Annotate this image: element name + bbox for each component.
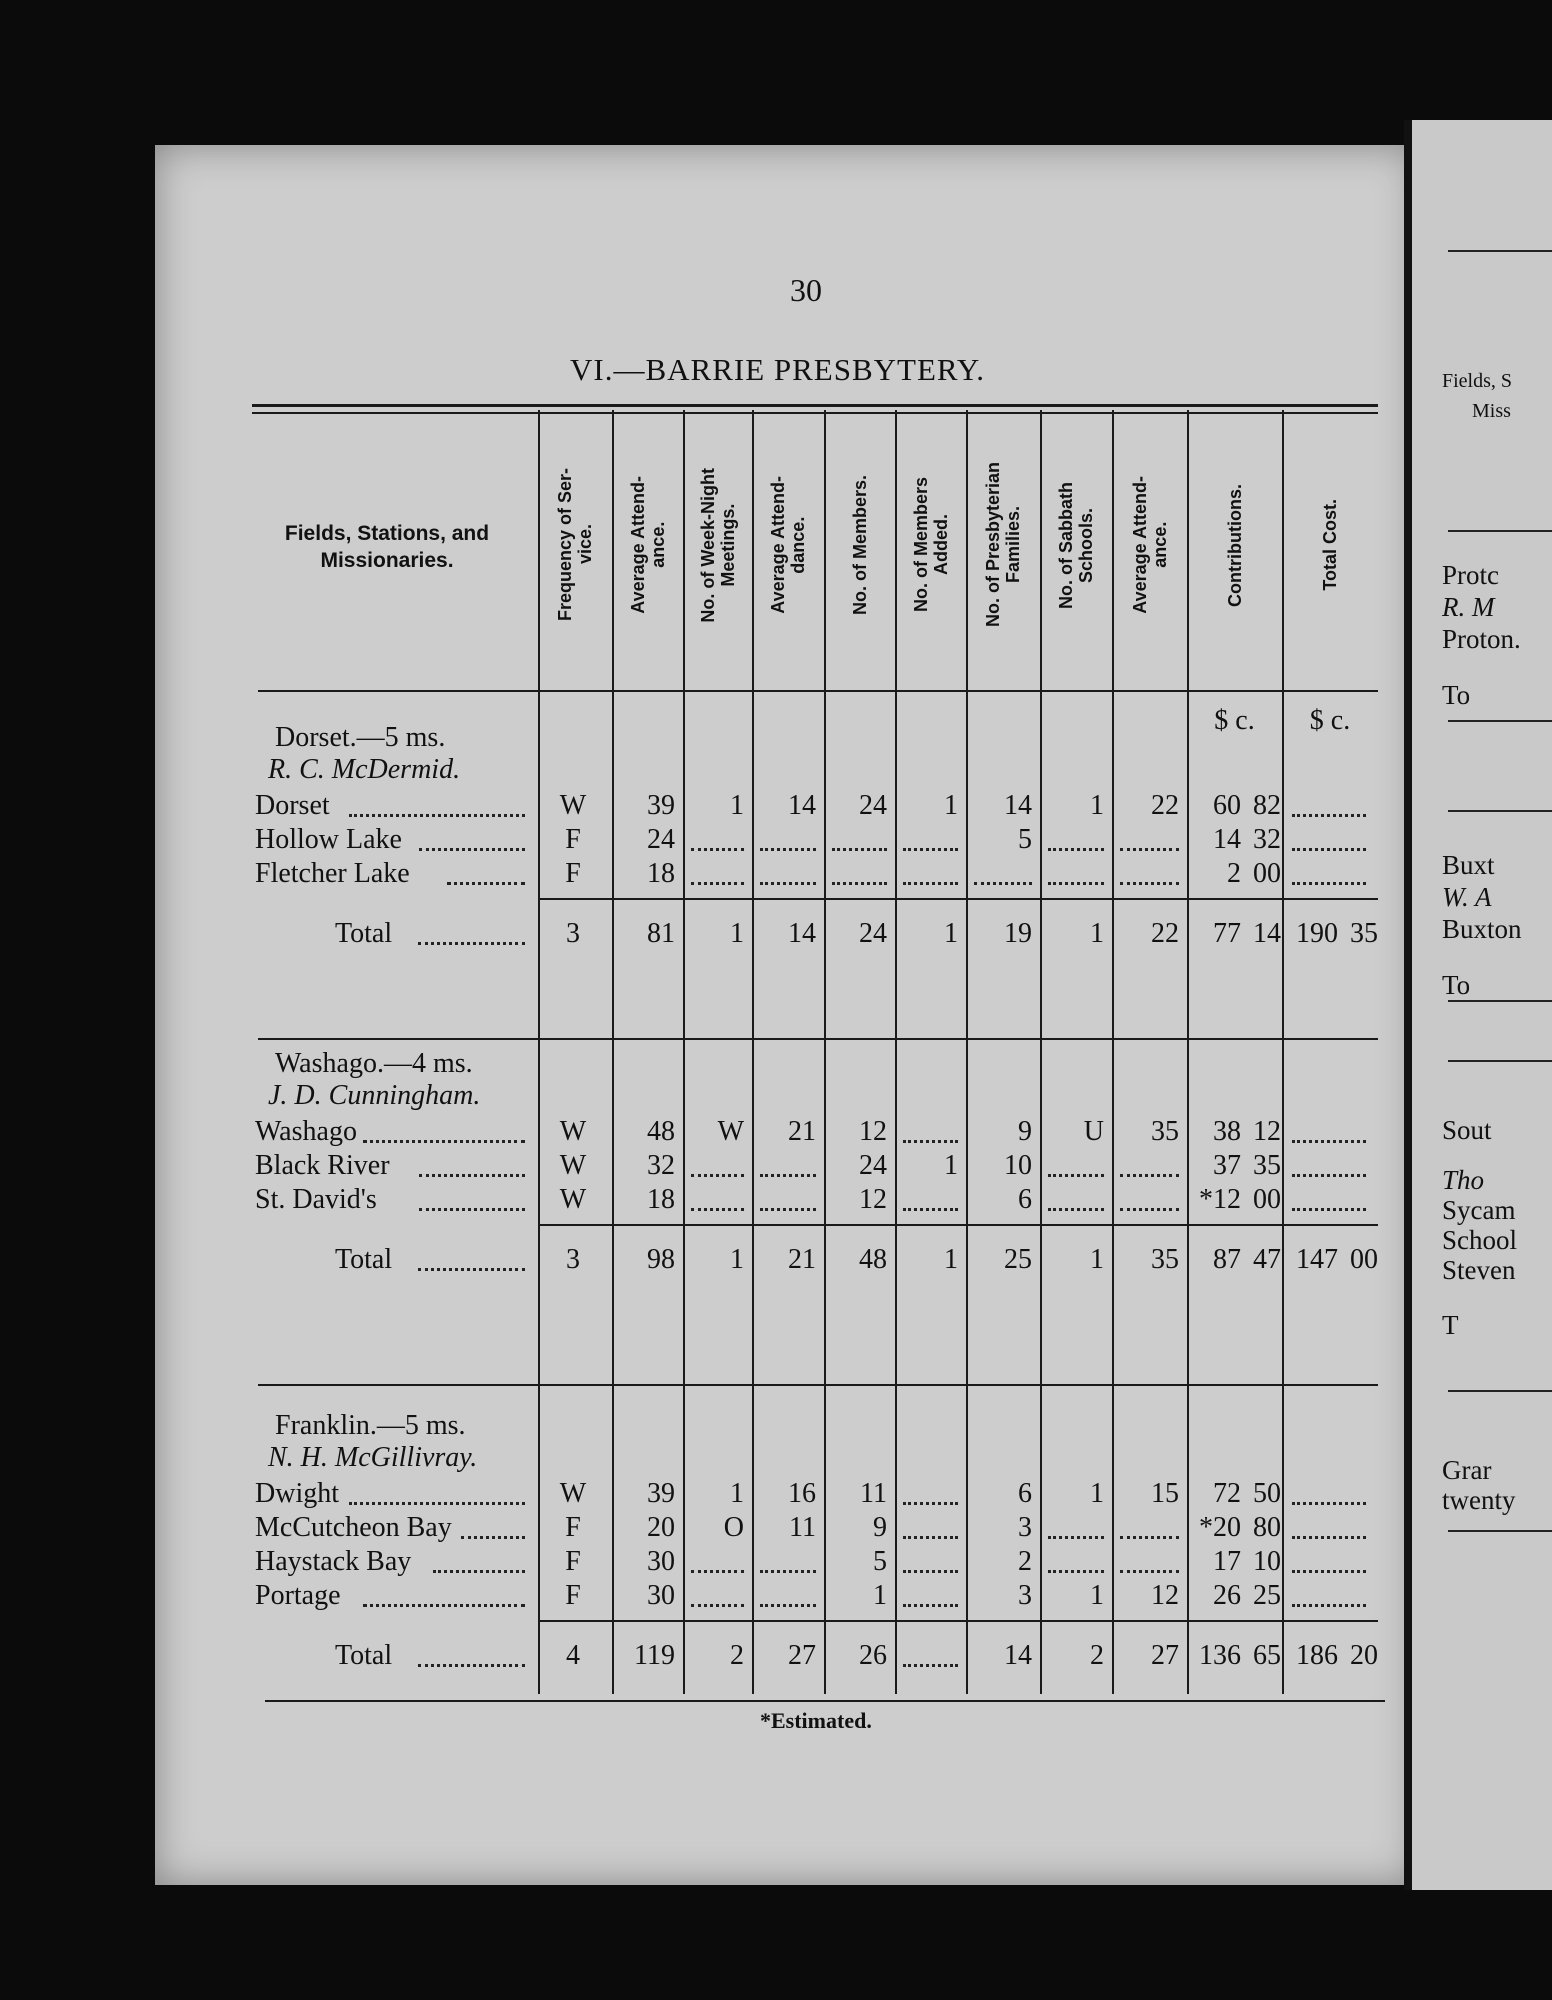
dot-leader — [363, 1140, 525, 1143]
cell-satt: 12 — [1151, 1580, 1179, 1611]
cell-ss: U — [1083, 1116, 1104, 1147]
dot-leader — [1048, 1174, 1104, 1177]
column-header-label: No. of Sabbath Schools. — [1056, 481, 1096, 609]
facing-page-rule — [1448, 530, 1552, 532]
missionary-name: R. C. McDermid. — [268, 754, 461, 785]
cell-mem: 12 — [859, 1116, 887, 1147]
column-header-3 — [683, 430, 752, 660]
column-header-label: No. of Members Added. — [910, 477, 951, 613]
cell-watt: 14 — [788, 790, 816, 821]
cell-att: 18 — [647, 858, 675, 889]
dot-leader — [1292, 1174, 1366, 1177]
total-label: Total — [335, 918, 393, 949]
cell-mem: 26 — [859, 1640, 887, 1671]
facing-page-text: To — [1442, 970, 1471, 1000]
footnote: *Estimated. — [760, 1708, 872, 1733]
cell-att: 39 — [647, 790, 675, 821]
column-header-9 — [1112, 430, 1187, 660]
station-name: Portage — [255, 1580, 341, 1611]
dot-leader — [832, 848, 887, 851]
facing-page-text: Steven — [1442, 1255, 1516, 1285]
dot-leader — [419, 848, 525, 851]
cell-fam: 9 — [1018, 1116, 1032, 1147]
facing-page-text: Proton. — [1442, 624, 1521, 654]
facing-page-text: To — [1442, 680, 1471, 710]
cell-contrib-cents: 32 — [1253, 824, 1281, 855]
dot-leader — [1120, 1174, 1179, 1177]
cell-wk: 1 — [730, 918, 744, 949]
cell-wk: 1 — [730, 1244, 744, 1275]
cell-att: 39 — [647, 1478, 675, 1509]
cell-satt: 35 — [1151, 1244, 1179, 1275]
cell-fam: 3 — [1018, 1512, 1032, 1543]
dot-leader — [418, 942, 525, 945]
cell-add: 1 — [944, 918, 958, 949]
cell-att: 32 — [647, 1150, 675, 1181]
facing-page-text: twenty — [1442, 1485, 1516, 1515]
dot-leader — [418, 1268, 525, 1271]
page-number: 30 — [790, 272, 822, 308]
cell-total-dollars: 186 — [1296, 1640, 1338, 1671]
station-name: Washago — [255, 1116, 357, 1147]
station-name: Hollow Lake — [255, 824, 402, 855]
column-header-1 — [538, 430, 612, 660]
cell-contrib-dollars: 17 — [1213, 1546, 1241, 1577]
dot-leader — [760, 1208, 816, 1211]
dot-leader — [691, 1570, 744, 1573]
cell-fam: 14 — [1004, 1640, 1032, 1671]
cell-contrib-dollars: 2 — [1227, 858, 1241, 889]
dot-leader — [760, 848, 816, 851]
dot-leader — [760, 882, 816, 885]
station-name: Haystack Bay — [255, 1546, 412, 1577]
station-name: St. David's — [255, 1184, 377, 1215]
cell-contrib-dollars: 14 — [1213, 824, 1241, 855]
column-header-label: No. of Week-Night Meetings. — [697, 467, 738, 623]
dot-leader — [349, 814, 525, 817]
cell-wk: O — [723, 1512, 744, 1543]
cell-contrib-dollars: 60 — [1213, 790, 1241, 821]
cell-total-cents: 35 — [1350, 918, 1378, 949]
column-header-7 — [966, 430, 1040, 660]
facing-page-text: R. M — [1442, 592, 1495, 622]
column-header-6 — [895, 430, 966, 660]
facing-page-rule — [1448, 1000, 1552, 1002]
cell-mem: 11 — [860, 1478, 887, 1509]
facing-page-text: W. A — [1442, 882, 1492, 912]
cell-contrib-dollars: *20 — [1199, 1512, 1241, 1543]
total-label: Total — [335, 1244, 393, 1275]
column-header-label: Average Attend- ance. — [627, 476, 668, 614]
cell-contrib-cents: 14 — [1253, 918, 1281, 949]
column-header-label: Total Cost. — [1320, 499, 1340, 591]
dot-leader — [903, 1536, 958, 1539]
cell-ss: 1 — [1090, 1478, 1104, 1509]
facing-page-text: Miss — [1472, 400, 1511, 422]
dot-leader — [363, 1604, 525, 1607]
cell-mem: 12 — [859, 1184, 887, 1215]
cell-ss: 1 — [1090, 790, 1104, 821]
cell-contrib-cents: 65 — [1253, 1640, 1281, 1671]
facing-page-rule — [1448, 1390, 1552, 1392]
column-header-2 — [612, 430, 683, 660]
dot-leader — [418, 1664, 525, 1667]
total-label: Total — [335, 1640, 393, 1671]
station-name: Fletcher Lake — [255, 858, 410, 889]
facing-page-text: Tho — [1442, 1165, 1485, 1195]
cell-freq: 3 — [566, 918, 580, 949]
cell-contrib-cents: 10 — [1253, 1546, 1281, 1577]
cell-satt: 15 — [1151, 1478, 1179, 1509]
dot-leader — [1048, 1570, 1104, 1573]
cell-fam: 5 — [1018, 824, 1032, 855]
cell-mem: 48 — [859, 1244, 887, 1275]
cell-satt: 22 — [1151, 918, 1179, 949]
dot-leader — [903, 848, 958, 851]
cell-watt: 11 — [789, 1512, 816, 1543]
cell-contrib-cents: 35 — [1253, 1150, 1281, 1181]
header-rule-top — [252, 404, 1378, 407]
cell-fam: 3 — [1018, 1580, 1032, 1611]
field-name: Washago.—4 ms. — [275, 1048, 473, 1079]
cell-add: 1 — [944, 1244, 958, 1275]
dot-leader — [1292, 1570, 1366, 1573]
field-name: Dorset.—5 ms. — [275, 722, 446, 753]
column-header-label: No. of Members. — [849, 474, 870, 616]
dot-leader — [1120, 848, 1179, 851]
cell-fam: 25 — [1004, 1244, 1032, 1275]
subtotal-rule — [538, 1224, 1378, 1226]
cell-contrib-cents: 47 — [1253, 1244, 1281, 1275]
cell-mem: 24 — [859, 790, 887, 821]
column-header-label: Average Attend- dance. — [768, 476, 808, 614]
cell-wk: 1 — [730, 1478, 744, 1509]
facing-page-text: School — [1442, 1225, 1518, 1255]
cell-contrib-cents: 82 — [1253, 790, 1281, 821]
dot-leader — [1120, 1536, 1179, 1539]
dot-leader — [760, 1604, 816, 1607]
facing-page-rule — [1448, 810, 1552, 812]
cell-ss: 1 — [1090, 1580, 1104, 1611]
dot-leader — [903, 882, 958, 885]
cell-contrib-dollars: 38 — [1213, 1116, 1241, 1147]
cell-contrib-dollars: 136 — [1199, 1640, 1241, 1671]
cell-att: 20 — [647, 1512, 675, 1543]
dot-leader — [1292, 1604, 1366, 1607]
cell-att: 30 — [647, 1580, 675, 1611]
table-rule-bottom — [265, 1700, 1385, 1702]
cell-att: 81 — [647, 918, 675, 949]
dot-leader — [691, 1174, 744, 1177]
cell-ss: 1 — [1090, 1244, 1104, 1275]
cell-satt: 35 — [1151, 1116, 1179, 1147]
dot-leader — [903, 1570, 958, 1573]
cell-freq: F — [565, 1546, 581, 1577]
cell-freq: F — [565, 1512, 581, 1543]
cell-att: 119 — [634, 1640, 675, 1671]
cell-mem: 24 — [859, 918, 887, 949]
facing-page-fragment — [1412, 120, 1552, 1890]
total-cost-units: $ c. — [1309, 705, 1351, 736]
facing-page-text: T — [1442, 1310, 1459, 1340]
facing-page-rule — [1448, 720, 1552, 722]
facing-page-text: Buxton — [1442, 914, 1522, 944]
cell-fam: 14 — [1004, 790, 1032, 821]
cell-wk: W — [717, 1116, 744, 1147]
cell-mem: 5 — [873, 1546, 887, 1577]
cell-contrib-cents: 12 — [1253, 1116, 1281, 1147]
section-rule — [258, 1038, 1378, 1040]
cell-total-cents: 20 — [1350, 1640, 1378, 1671]
dot-leader — [903, 1502, 958, 1505]
column-header-8 — [1040, 430, 1112, 660]
cell-contrib-cents: 25 — [1253, 1580, 1281, 1611]
dot-leader — [349, 1502, 525, 1505]
facing-page-rule — [1448, 1060, 1552, 1062]
cell-mem: 1 — [873, 1580, 887, 1611]
header-rule-top-thin — [252, 412, 1378, 414]
dot-leader — [760, 1174, 816, 1177]
dot-leader — [1048, 848, 1104, 851]
column-header-10 — [1187, 430, 1282, 660]
dot-leader — [1048, 1208, 1104, 1211]
section-rule — [258, 1384, 1378, 1386]
cell-satt: 27 — [1151, 1640, 1179, 1671]
cell-fam: 6 — [1018, 1184, 1032, 1215]
dot-leader — [974, 882, 1032, 885]
dot-leader — [1292, 1502, 1366, 1505]
dot-leader — [1292, 1208, 1366, 1211]
dot-leader — [433, 1570, 525, 1573]
cell-freq: W — [559, 1184, 587, 1215]
cell-att: 30 — [647, 1546, 675, 1577]
cell-contrib-cents: 00 — [1253, 1184, 1281, 1215]
facing-page-text: Grar — [1442, 1455, 1492, 1485]
cell-contrib-dollars: 87 — [1213, 1244, 1241, 1275]
dot-leader — [1292, 1140, 1366, 1143]
cell-contrib-dollars: 26 — [1213, 1580, 1241, 1611]
field-name: Franklin.—5 ms. — [275, 1410, 466, 1441]
facing-page-text: Buxt — [1442, 850, 1495, 880]
cell-contrib-cents: 80 — [1253, 1512, 1281, 1543]
dot-leader — [691, 1208, 744, 1211]
cell-att: 18 — [647, 1184, 675, 1215]
dot-leader — [760, 1570, 816, 1573]
cell-fam: 2 — [1018, 1546, 1032, 1577]
dot-leader — [1292, 848, 1366, 851]
cell-mem: 24 — [859, 1150, 887, 1181]
cell-watt: 21 — [788, 1244, 816, 1275]
cell-freq: W — [559, 1116, 587, 1147]
station-name: McCutcheon Bay — [255, 1512, 452, 1543]
facing-page-rule — [1448, 250, 1552, 252]
cell-satt: 22 — [1151, 790, 1179, 821]
cell-mem: 9 — [873, 1512, 887, 1543]
facing-page-text: Protc — [1442, 560, 1499, 590]
column-header-label: Contributions. — [1224, 483, 1245, 607]
station-name: Black River — [255, 1150, 390, 1181]
cell-wk: 2 — [730, 1640, 744, 1671]
cell-fam: 19 — [1004, 918, 1032, 949]
column-header-label: No. of Presbyterian Families. — [983, 462, 1023, 628]
facing-page-rule — [1448, 1530, 1552, 1532]
column-header-5 — [824, 430, 895, 660]
cell-watt: 14 — [788, 918, 816, 949]
dot-leader — [461, 1536, 525, 1539]
cell-ss: 1 — [1090, 918, 1104, 949]
cell-att: 98 — [647, 1244, 675, 1275]
cell-freq: W — [559, 1478, 587, 1509]
column-header-label: Average Attend- ance. — [1129, 476, 1170, 614]
dot-leader — [1048, 882, 1104, 885]
dot-leader — [1120, 1570, 1179, 1573]
dot-leader — [1292, 882, 1366, 885]
dot-leader — [903, 1604, 958, 1607]
cell-watt: 27 — [788, 1640, 816, 1671]
book-spine — [1404, 120, 1412, 1890]
cell-fam: 6 — [1018, 1478, 1032, 1509]
column-header-4 — [752, 430, 824, 660]
subtotal-rule — [538, 898, 1378, 900]
facing-page-text: Sout — [1442, 1115, 1492, 1145]
dot-leader — [903, 1140, 958, 1143]
missionary-name: N. H. McGillivray. — [268, 1442, 478, 1473]
dot-leader — [419, 1208, 525, 1211]
station-name: Dwight — [255, 1478, 339, 1509]
cell-contrib-dollars: *12 — [1199, 1184, 1241, 1215]
cell-watt: 16 — [788, 1478, 816, 1509]
header-rule-bottom — [258, 690, 1378, 692]
dot-leader — [1120, 882, 1179, 885]
dot-leader — [832, 882, 887, 885]
dot-leader — [903, 1664, 958, 1667]
cell-contrib-dollars: 72 — [1213, 1478, 1241, 1509]
cell-contrib-dollars: 37 — [1213, 1150, 1241, 1181]
cell-total-cents: 00 — [1350, 1244, 1378, 1275]
column-header-11 — [1282, 430, 1378, 660]
dot-leader — [691, 848, 744, 851]
dot-leader — [691, 882, 744, 885]
cell-wk: 1 — [730, 790, 744, 821]
facing-page-text: Fields, S — [1442, 370, 1513, 392]
cell-freq: 3 — [566, 1244, 580, 1275]
cell-contrib-cents: 00 — [1253, 858, 1281, 889]
cell-freq: F — [565, 824, 581, 855]
dot-leader — [903, 1208, 958, 1211]
cell-fam: 10 — [1004, 1150, 1032, 1181]
cell-total-dollars: 190 — [1296, 918, 1338, 949]
cell-freq: F — [565, 858, 581, 889]
cell-att: 48 — [647, 1116, 675, 1147]
page-title: VI.—BARRIE PRESBYTERY. — [570, 352, 986, 387]
column-header-label: Frequency of Ser- vice. — [555, 468, 595, 622]
cell-freq: W — [559, 790, 587, 821]
facing-page-text: Sycam — [1442, 1195, 1516, 1225]
dot-leader — [419, 1174, 525, 1177]
dot-leader — [1048, 1536, 1104, 1539]
station-name: Dorset — [255, 790, 330, 821]
cell-contrib-dollars: 77 — [1213, 918, 1241, 949]
fields-column-header: Fields, Stations, and Missionaries. — [284, 522, 490, 572]
dot-leader — [1120, 1208, 1179, 1211]
cell-ss: 2 — [1090, 1640, 1104, 1671]
cell-total-dollars: 147 — [1296, 1244, 1338, 1275]
dot-leader — [1292, 814, 1366, 817]
contributions-units: $ c. — [1214, 705, 1255, 736]
cell-add: 1 — [944, 790, 958, 821]
missionary-name: J. D. Cunningham. — [268, 1080, 481, 1111]
cell-add: 1 — [944, 1150, 958, 1181]
dot-leader — [691, 1604, 744, 1607]
cell-freq: 4 — [566, 1640, 580, 1671]
cell-freq: W — [559, 1150, 587, 1181]
cell-contrib-cents: 50 — [1253, 1478, 1281, 1509]
dot-leader — [447, 882, 525, 885]
cell-att: 24 — [647, 824, 675, 855]
dot-leader — [1292, 1536, 1366, 1539]
cell-watt: 21 — [788, 1116, 816, 1147]
subtotal-rule — [538, 1620, 1378, 1622]
cell-freq: F — [565, 1580, 581, 1611]
